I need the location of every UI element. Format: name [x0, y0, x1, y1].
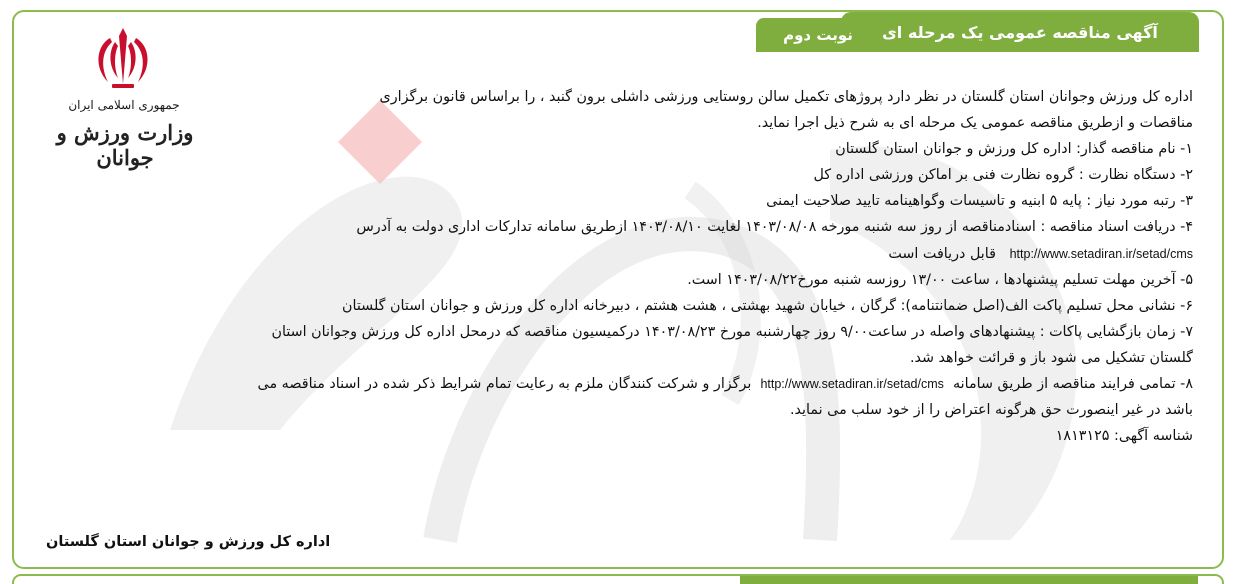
- item-supervisor: ۲- دستگاه نظارت : گروه نظارت فنی بر اماکن ورزشی اداره کل: [813, 167, 1193, 184]
- item-required-rank: ۳- رتبه مورد نیاز : پایه ۵ ابنیه و تاسیسات وگواهینامه تایید صلاحیت ایمنی: [766, 193, 1193, 210]
- notice-title-tab: آگهی مناقصه عمومی یک مرحله ای: [841, 12, 1199, 52]
- item-documents-line-2: [15, 241, 1193, 267]
- item-delivery-address: ۶- نشانی محل تسلیم پاکت الف(اصل ضمانتنامه): گرگان ، خیابان شهید بهشتی ، هشت هشتم ، دبیرخانه اداره کل ورزش و جوانان استان گلستان: [342, 297, 1193, 314]
- next-notice-tab: [740, 576, 1198, 584]
- notice-body: [15, 84, 1193, 449]
- footer-organization: اداره کل ورزش و جوانان استان گلستان: [46, 534, 331, 550]
- item-tender-issuer: ۱- نام مناقصه گذار: اداره کل ورزش و جوانان استان گلستان: [835, 141, 1193, 158]
- intro-line-1: اداره کل ورزش وجوانان استان گلستان در نظر دارد پروژهای تکمیل سالن روستایی ورزشی داشلی برون گنبد ، را براساس قانون برگزاری: [379, 89, 1193, 105]
- iran-emblem-icon: [88, 24, 158, 92]
- item-deadline: ۵- آخرین مهلت تسلیم پیشنهادها ، ساعت ۱۳/۰۰ روزسه شنبه مورخ۱۴۰۳/۰۸/۲۲ است.: [687, 271, 1193, 288]
- logo-ministry-text: وزارت ورزش و جوانان: [56, 120, 194, 170]
- setad-url-link[interactable]: http://www.setadiran.ir/setad/cms: [1009, 246, 1193, 261]
- item-opening-line-1: ۷- زمان بازگشایی پاکات : پیشنهادهای واصله در ساعت۹/۰۰ روز چهارشنبه مورخ ۱۴۰۳/۰۸/۲۳ درکمیسیون مناقصه که درمحل اداره کل ورزش وجوانان استان: [271, 323, 1193, 340]
- item-process-line-2: باشد در غیر اینصورت حق هرگونه اعتراض را از خود سلب می نماید.: [789, 402, 1193, 419]
- setad-url-link-2[interactable]: http://www.setadiran.ir/setad/cms: [760, 377, 944, 392]
- item-documents-line-1: ۴- دریافت اسناد مناقصه : اسنادمناقصه از روز سه شنبه مورخه ۱۴۰۳/۰۸/۰۸ لغایت ۱۴۰۳/۰۸/۱۰ ازطریق سامانه تدارکات اداری دولت به آدرس: [356, 219, 1193, 236]
- item-opening-line-2: گلستان تشکیل می شود باز و قرائت خواهد شد.: [909, 349, 1193, 366]
- logo-country-text: جمهوری اسلامی ایران: [68, 98, 180, 112]
- notice-round-tab: نوبت دوم: [756, 18, 880, 52]
- intro-line-2: مناقصات و ازطریق مناقصه عمومی یک مرحله ای به شرح ذیل اجرا نماید.: [757, 115, 1193, 132]
- process-text-pre: ۸- تمامی فرایند مناقصه از طریق سامانه: [952, 376, 1193, 393]
- item-process-line-1: [15, 371, 1193, 397]
- process-text-post: برگزار و شرکت کنندگان ملزم به رعایت تمام شرایط ذکر شده در اسناد مناقصه می: [257, 376, 752, 393]
- ad-id: شناسه آگهی: ۱۸۱۳۱۲۵: [1055, 428, 1193, 445]
- documents-available-text: قابل دریافت است: [888, 245, 996, 262]
